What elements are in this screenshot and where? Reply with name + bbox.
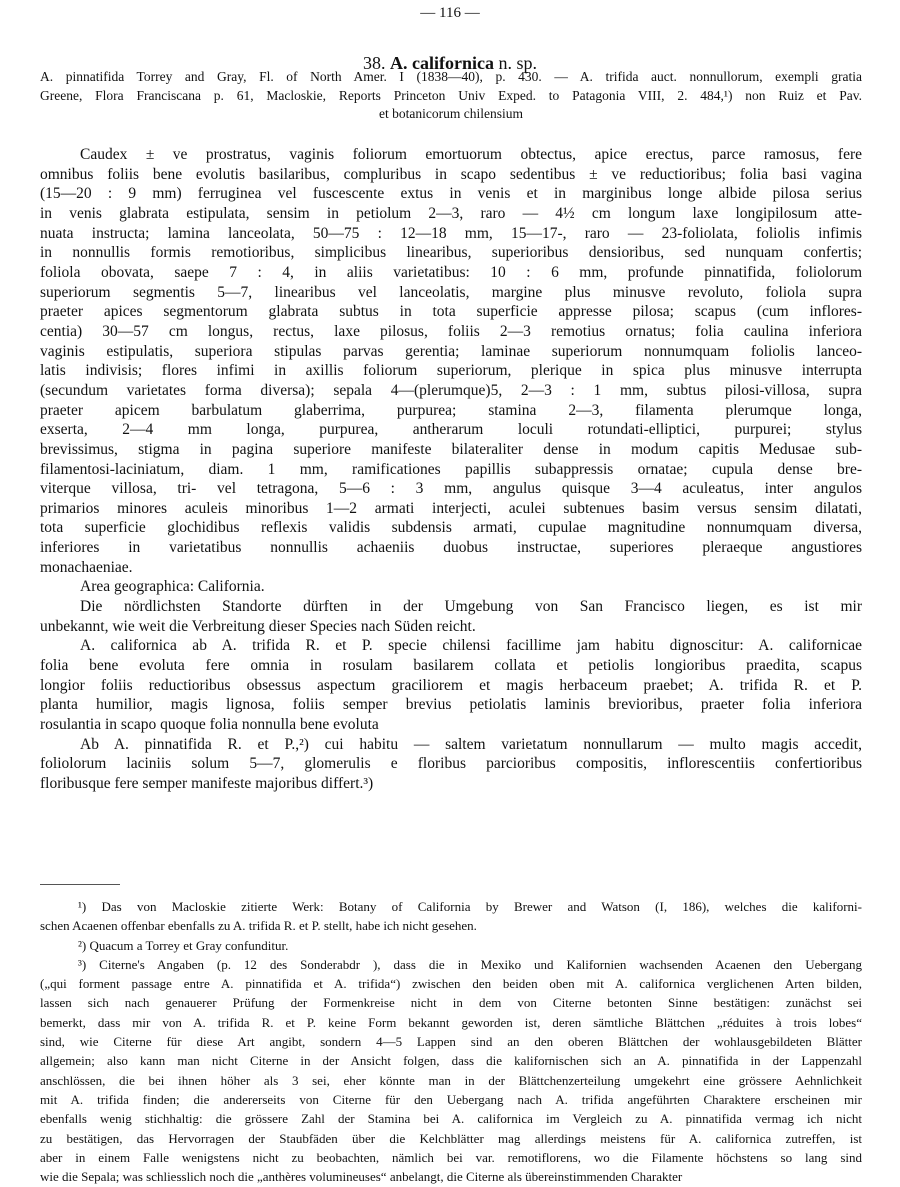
body-line: brevissimus, stigma in pagina superiore manifeste bilateraliter dense in modum capitis Medusae sub- (40, 440, 862, 458)
footnote-paragraph (40, 936, 862, 955)
body-line: in nonnullis formis remotioribus, simplicibus linearibus, superioribus densioribus, sed nunquam confertis; (40, 244, 862, 262)
body-line: exserta, 2—4 mm longa, purpurea, antherarum loculi rotundati-elliptici, purpurei; stylus (40, 421, 862, 439)
body-line: foliolorum laciniis solum 5—7, glomerulis e floribus parcioribus compositis, inflorescentiis confertioribus (40, 755, 862, 773)
body-line: Die nördlichsten Standorte dürften in der Umgebung von San Francisco liegen, es ist mir (80, 598, 862, 616)
body-line: unbekannt, wie weit die Verbreitung dieser Species nach Süden reicht. (40, 617, 476, 635)
body-line: (15—20 : 9 mm) ferruginea vel fuscescente extus in venis et in marginibus longe albide pilosa serius (40, 185, 862, 203)
body-line: folia bene evoluta fere omnia in rosulam basilarem collata et petiolis longioribus praedita, scapus (40, 657, 862, 675)
body-line: A. californica ab A. trifida R. et P. specie chilensi facillime jam habitu dignoscitur: A. californicae (80, 637, 862, 655)
body-line: nuata instructa; lamina lanceolata, 50—75 : 12—18 mm, 15—17-, raro — 23-foliolata, foliolis infimis (40, 224, 862, 242)
footnote-line: wie die Sepala; was schliesslich noch die „anthères volumineuses“ anbelangt, die Citerne als übereinstimmenden Charakter (40, 1169, 683, 1185)
footnote-line: schen Acaenen offenbar ebenfalls zu A. trifida R. et P. stellt, habe ich nicht gesehen. (40, 918, 477, 934)
body-line: tota superficie glochidibus reflexis validis subdensis armati, cupulae magnitudine nonnumquam diversa, (40, 519, 862, 537)
footnotes (40, 897, 862, 1186)
footnote-paragraph (40, 897, 862, 936)
footnote-line: aber in einem Falle wenigstens nicht zu beobachten, nämlich bei var. remotiflorens, wo die Filamente höchstens so lang sind (40, 1149, 862, 1165)
body-line: vaginis estipulatis, superiora stipulas parvas gerentia; laminae superiorum nonnumquam foliolis lanceo- (40, 342, 862, 360)
body-line: superiorum segmentis 5—7, linearibus vel lanceolatis, margine plus minusve revoluto, foliola supra (40, 283, 862, 301)
species-number: 38. (363, 53, 386, 73)
synonymy (40, 68, 862, 124)
body-line: Caudex ± ve prostratus, vaginis foliorum emortuorum obtectus, apice erectus, parce ramosus, fere (80, 146, 862, 163)
body-line: in venis glabrata estipulata, sensim in petiolum 2—3, raro — 4½ cm longum laxe longipilosum atte- (40, 204, 862, 222)
body-line: centia) 30—57 cm longus, rectus, laxe pilosus, foliis 2—3 remotius ornatus; folia caulina inferiora (40, 322, 862, 340)
footnote-line: bemerkt, dass mir von A. trifida R. et P. keine Form bekannt geworden ist, deren sämtliche Blättchen „réduites à trois lobes“ (40, 1014, 862, 1030)
body-line: (secundum varietates forma diversa); sepala 4—(plerumque)5, 2—3 : 1 mm, subtus pilosi-villosa, supra (40, 381, 862, 399)
species-suffix: n. sp. (498, 53, 537, 73)
synonymy-line: A. pinnatifida Torrey and Gray, Fl. of North Amer. I (1838—40), p. 430. — A. trifida auct. nonnullorum, exempli gratia (40, 69, 862, 84)
body-paragraph (40, 145, 862, 577)
body-line: longior foliis reductioribus obsessus aspectum graciliorem et magis herbaceum praebet; A. trifida R. et P. (40, 676, 862, 694)
body-paragraph (40, 735, 862, 794)
body-line: latis indivisis; flores infimi in axillis foliorum superiorum, plerique in spica plus minusve interrupta (40, 362, 862, 380)
body-line: primarios minores aculeis minoribus 1—2 armati interjecti, aculei subtenues basim versus sensim dilatati, (40, 499, 862, 517)
body-line: foliola obovata, saepe 7 : 4, in aliis varietatibus: 10 : 6 mm, profunde pinnatifida, foliolorum (40, 263, 862, 281)
footnote-line: allgemein; also kann man nicht Citerne in der Ansicht folgen, dass die kalifornischen sich an A. pinnatifida in der Lappenzahl (40, 1053, 862, 1069)
footnote-line: ³) Citerne's Angaben (p. 12 des Sonderabdr ), dass die in Mexiko und Kalifornien wachsenden Acaenen den Uebergang (78, 956, 862, 972)
body-line: floribusque fere semper manifeste majoribus differt.³) (40, 775, 374, 792)
body-line: planta humilior, magis lignosa, foliis semper brevius petiolatis laminis brevioribus, praeter folia inferiora (40, 696, 862, 714)
footnote-paragraph (40, 955, 862, 1187)
body-paragraph (40, 597, 862, 636)
synonymy-paragraph (40, 68, 862, 105)
body-line: praeter apicem barbulatum glaberrima, purpurea; stamina 2—3, filamenta plerumque longa, (40, 401, 862, 419)
footnote-line: sind, wie Citerne für diese Art angibt, sondern 4—5 Lappen sind an den oberen Blättchen der wohlausgebildeten Blätter (40, 1034, 862, 1050)
footnote-line: mit A. trifida finden; die andererseits von Citerne für den Uebergang nach A. trifida angeführten Charaktere erscheinen mir (40, 1091, 862, 1107)
footnote-line: anschlössen, die bei ihnen höher als 3 sei, eher könnte man in der Blättchenzerteilung umgekehrt eine grössere Aehnlichkeit (40, 1072, 862, 1088)
footnote-line: ¹) Das von Macloskie zitierte Werk: Botany of California by Brewer and Watson (I, 186), welches die kaliforni- (78, 899, 862, 914)
body-line: omnibus foliis bene evolutis basilaribus, compluribus in scapo sedentibus ± ve reductioribus; folia basi vagina (40, 165, 862, 183)
species-name: A. californica (390, 53, 494, 73)
body-line: praeter apices segmentorum glabrata subtus in tota superficie appresse pilosa; scapus (cum inflores- (40, 303, 862, 321)
footnote-line: ²) Quacum a Torrey et Gray confunditur. (78, 937, 289, 953)
body-line: rosulantia in scapo quoque folia nonnulla bene evoluta (40, 716, 379, 734)
body-line: viterque villosa, tri- vel tetragona, 5—6 : 3 mm, angulus quisque 3—4 aculeatus, inter angulos (40, 480, 862, 498)
synonymy-line: et botanicorum chilensium (379, 106, 523, 121)
body-line: filamentosi-laciniatum, diam. 1 mm, ramificationes papillis subappressis ornatae; cupula dense bre- (40, 460, 862, 478)
footnote-line: zu bestätigen, das Hervorragen der Staubfäden über die Kelchblätter mag allerdings meistens für A. californica zutreffen, ist (40, 1130, 862, 1146)
footnote-line: ebenfalls wenig stichhaltig: die grössere Zahl der Stamina bei A. californica im Vergleich zu A. pinnatifida vermag ich nicht (40, 1111, 862, 1127)
body-line: monachaeniae. (40, 558, 133, 576)
synonymy-line: Greene, Flora Franciscana p. 61, Macloskie, Reports Princeton Univ Exped. to Patagonia VIII, 2. 484,¹) non Ruiz et Pav. (40, 87, 862, 103)
footnote-line: lassen sich nach genauerer Prüfung der Formenkreise nicht in dem von Citerne betonten Sinne bestätigen: zunächst sei (40, 995, 862, 1011)
synonymy-paragraph (40, 105, 862, 124)
footnote-separator (40, 884, 120, 885)
body-line: Ab A. pinnatifida R. et P.,²) cui habitu — saltem varietatum nonnullarum — multo magis accedit, (80, 735, 862, 753)
species-description (40, 145, 862, 794)
body-paragraph (40, 577, 862, 597)
footnote-line: („qui forment passage entre A. pinnatifida et A. trifida“) zwischen den beiden oben mit A. californica verglichenen Arten bilden, (40, 976, 862, 992)
body-line: Area geographica: California. (80, 578, 265, 596)
body-paragraph (40, 636, 862, 734)
body-line: inferiores in varietatibus nonnullis achaeniis duobus instructae, superiores pleraeque angustiores (40, 539, 862, 557)
page-number: — 116 — (420, 5, 480, 21)
